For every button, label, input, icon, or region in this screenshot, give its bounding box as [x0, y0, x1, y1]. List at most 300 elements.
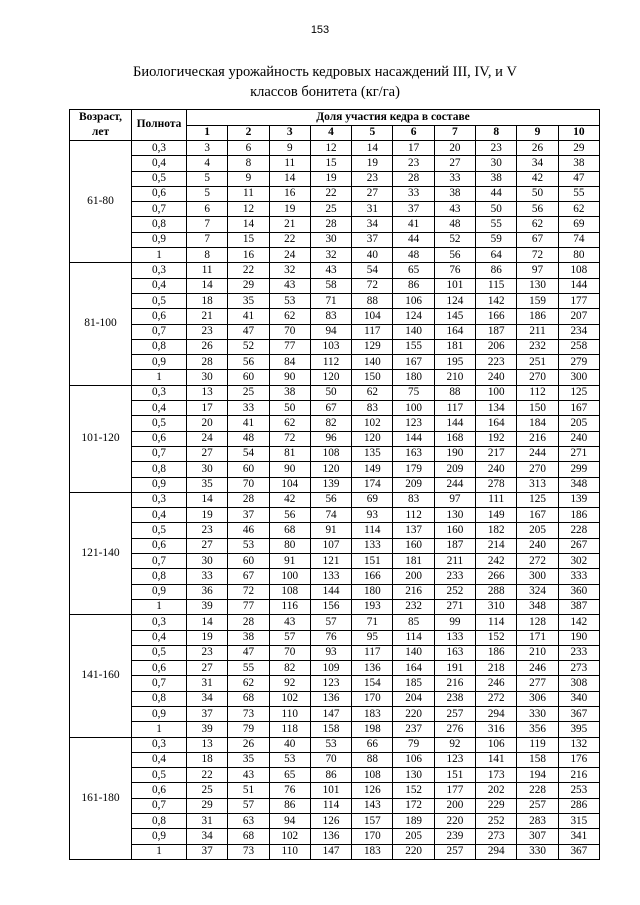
density-cell: 0,6 — [132, 431, 187, 446]
yield-value-cell: 25 — [228, 385, 269, 400]
yield-value-cell: 367 — [558, 844, 599, 859]
yield-value-cell: 77 — [228, 599, 269, 614]
yield-value-cell: 27 — [434, 156, 475, 171]
yield-value-cell: 19 — [310, 171, 351, 186]
yield-value-cell: 38 — [558, 156, 599, 171]
yield-value-cell: 48 — [393, 248, 434, 263]
yield-value-cell: 277 — [517, 676, 558, 691]
yield-value-cell: 46 — [228, 523, 269, 538]
yield-value-cell: 5 — [187, 186, 228, 201]
table-row — [70, 645, 600, 660]
yield-value-cell: 191 — [434, 661, 475, 676]
yield-value-cell: 31 — [187, 676, 228, 691]
yield-value-cell: 62 — [269, 416, 310, 431]
yield-value-cell: 30 — [310, 232, 351, 247]
yield-value-cell: 252 — [434, 584, 475, 599]
yield-value-cell: 170 — [352, 691, 393, 706]
table-row — [70, 768, 600, 783]
yield-value-cell: 41 — [228, 416, 269, 431]
share-column-9: 9 — [517, 126, 558, 141]
yield-value-cell: 141 — [476, 752, 517, 767]
density-cell: 0,4 — [132, 630, 187, 645]
yield-value-cell: 228 — [558, 523, 599, 538]
yield-value-cell: 25 — [187, 783, 228, 798]
yield-value-cell: 14 — [187, 492, 228, 507]
yield-value-cell: 64 — [476, 248, 517, 263]
yield-value-cell: 67 — [228, 569, 269, 584]
yield-value-cell: 7 — [187, 217, 228, 232]
yield-value-cell: 147 — [310, 706, 351, 721]
yield-value-cell: 142 — [558, 615, 599, 630]
yield-value-cell: 193 — [352, 599, 393, 614]
yield-value-cell: 53 — [228, 538, 269, 553]
yield-value-cell: 157 — [352, 814, 393, 829]
table-row — [70, 171, 600, 186]
yield-value-cell: 8 — [187, 248, 228, 263]
yield-value-cell: 308 — [558, 676, 599, 691]
table-row — [70, 829, 600, 844]
yield-value-cell: 73 — [228, 706, 269, 721]
table-row — [70, 691, 600, 706]
yield-value-cell: 134 — [476, 401, 517, 416]
yield-value-cell: 3 — [187, 141, 228, 156]
table-row — [70, 278, 600, 293]
yield-value-cell: 340 — [558, 691, 599, 706]
yield-value-cell: 102 — [269, 829, 310, 844]
yield-value-cell: 58 — [310, 278, 351, 293]
yield-value-cell: 41 — [228, 309, 269, 324]
yield-value-cell: 94 — [310, 324, 351, 339]
table-row — [70, 706, 600, 721]
yield-value-cell: 50 — [517, 186, 558, 201]
yield-value-cell: 13 — [187, 737, 228, 752]
yield-value-cell: 135 — [352, 446, 393, 461]
density-cell: 0,8 — [132, 339, 187, 354]
yield-value-cell: 23 — [352, 171, 393, 186]
yield-value-cell: 52 — [228, 339, 269, 354]
yield-value-cell: 330 — [517, 706, 558, 721]
yield-value-cell: 7 — [187, 232, 228, 247]
yield-value-cell: 108 — [558, 263, 599, 278]
yield-value-cell: 184 — [517, 416, 558, 431]
yield-value-cell: 167 — [558, 401, 599, 416]
yield-value-cell: 55 — [476, 217, 517, 232]
yield-value-cell: 272 — [476, 691, 517, 706]
yield-value-cell: 23 — [187, 324, 228, 339]
yield-value-cell: 80 — [558, 248, 599, 263]
yield-value-cell: 53 — [269, 293, 310, 308]
yield-value-cell: 55 — [228, 661, 269, 676]
yield-value-cell: 92 — [434, 737, 475, 752]
yield-value-cell: 120 — [352, 431, 393, 446]
yield-value-cell: 27 — [352, 186, 393, 201]
yield-value-cell: 160 — [434, 523, 475, 538]
yield-value-cell: 95 — [352, 630, 393, 645]
yield-value-cell: 57 — [269, 630, 310, 645]
yield-value-cell: 72 — [517, 248, 558, 263]
yield-value-cell: 47 — [558, 171, 599, 186]
density-cell: 0,7 — [132, 446, 187, 461]
table-row — [70, 324, 600, 339]
density-cell: 0,8 — [132, 814, 187, 829]
age-column-header — [70, 110, 132, 141]
yield-value-cell: 124 — [434, 293, 475, 308]
yield-value-cell: 23 — [393, 156, 434, 171]
yield-value-cell: 9 — [228, 171, 269, 186]
yield-value-cell: 166 — [476, 309, 517, 324]
yield-value-cell: 125 — [517, 492, 558, 507]
yield-value-cell: 43 — [269, 278, 310, 293]
density-cell: 0,6 — [132, 783, 187, 798]
yield-value-cell: 17 — [187, 401, 228, 416]
yield-value-cell: 251 — [517, 355, 558, 370]
age-group-cell: 161-180 — [70, 737, 132, 859]
yield-value-cell: 140 — [393, 645, 434, 660]
yield-value-cell: 14 — [228, 217, 269, 232]
yield-value-cell: 111 — [476, 492, 517, 507]
yield-value-cell: 79 — [393, 737, 434, 752]
density-cell: 0,3 — [132, 737, 187, 752]
table-row — [70, 783, 600, 798]
yield-value-cell: 37 — [393, 202, 434, 217]
density-cell: 0,8 — [132, 462, 187, 477]
table-row — [70, 370, 600, 385]
yield-value-cell: 22 — [310, 186, 351, 201]
yield-value-cell: 68 — [228, 691, 269, 706]
yield-value-cell: 106 — [393, 752, 434, 767]
yield-value-cell: 34 — [352, 217, 393, 232]
age-group-cell: 121-140 — [70, 492, 132, 614]
yield-value-cell: 18 — [187, 752, 228, 767]
yield-value-cell: 164 — [434, 324, 475, 339]
yield-value-cell: 150 — [517, 401, 558, 416]
yield-value-cell: 74 — [558, 232, 599, 247]
density-cell: 0,5 — [132, 645, 187, 660]
yield-value-cell: 108 — [269, 584, 310, 599]
yield-value-cell: 31 — [352, 202, 393, 217]
yield-value-cell: 302 — [558, 554, 599, 569]
yield-value-cell: 271 — [434, 599, 475, 614]
yield-value-cell: 71 — [352, 615, 393, 630]
age-group-cell: 101-120 — [70, 385, 132, 492]
yield-value-cell: 123 — [310, 676, 351, 691]
yield-value-cell: 209 — [434, 462, 475, 477]
yield-value-cell: 82 — [269, 661, 310, 676]
table-row — [70, 186, 600, 201]
yield-value-cell: 71 — [310, 293, 351, 308]
yield-value-cell: 168 — [434, 431, 475, 446]
yield-value-cell: 109 — [310, 661, 351, 676]
yield-value-cell: 30 — [187, 554, 228, 569]
density-cell: 1 — [132, 248, 187, 263]
yield-value-cell: 126 — [352, 783, 393, 798]
yield-value-cell: 28 — [187, 355, 228, 370]
yield-value-cell: 126 — [310, 814, 351, 829]
yield-value-cell: 81 — [269, 446, 310, 461]
yield-value-cell: 240 — [476, 370, 517, 385]
yield-value-cell: 5 — [187, 171, 228, 186]
table-row — [70, 661, 600, 676]
age-group-cell: 141-160 — [70, 615, 132, 737]
yield-value-cell: 151 — [434, 768, 475, 783]
yield-value-cell: 216 — [558, 768, 599, 783]
title-line-1: Биологическая урожайность кедровых насаждений III, IV, и V — [133, 64, 517, 80]
yield-value-cell: 19 — [352, 156, 393, 171]
yield-value-cell: 72 — [352, 278, 393, 293]
yield-value-cell: 186 — [476, 645, 517, 660]
density-cell: 0,3 — [132, 492, 187, 507]
table-row — [70, 309, 600, 324]
yield-value-cell: 166 — [352, 569, 393, 584]
table-row — [70, 248, 600, 263]
yield-value-cell: 216 — [517, 431, 558, 446]
yield-value-cell: 360 — [558, 584, 599, 599]
yield-value-cell: 101 — [310, 783, 351, 798]
yield-value-cell: 32 — [310, 248, 351, 263]
age-group-cell: 81-100 — [70, 263, 132, 385]
yield-value-cell: 8 — [228, 156, 269, 171]
yield-value-cell: 88 — [352, 752, 393, 767]
yield-value-cell: 306 — [517, 691, 558, 706]
yield-value-cell: 56 — [434, 248, 475, 263]
density-cell: 0,7 — [132, 798, 187, 813]
density-cell: 0,9 — [132, 232, 187, 247]
yield-value-cell: 239 — [434, 829, 475, 844]
yield-value-cell: 120 — [310, 462, 351, 477]
yield-value-cell: 39 — [187, 722, 228, 737]
yield-value-cell: 114 — [352, 523, 393, 538]
table-row — [70, 446, 600, 461]
table-row — [70, 141, 600, 156]
yield-value-cell: 183 — [352, 844, 393, 859]
yield-value-cell: 27 — [187, 661, 228, 676]
yield-value-cell: 132 — [558, 737, 599, 752]
yield-value-cell: 232 — [393, 599, 434, 614]
density-cell: 0,3 — [132, 141, 187, 156]
yield-value-cell: 276 — [434, 722, 475, 737]
yield-value-cell: 125 — [558, 385, 599, 400]
yield-value-cell: 51 — [228, 783, 269, 798]
yield-value-cell: 152 — [393, 783, 434, 798]
yield-value-cell: 136 — [310, 691, 351, 706]
yield-value-cell: 173 — [476, 768, 517, 783]
yield-value-cell: 30 — [476, 156, 517, 171]
yield-value-cell: 187 — [476, 324, 517, 339]
yield-value-cell: 176 — [558, 752, 599, 767]
yield-value-cell: 119 — [517, 737, 558, 752]
yield-value-cell: 33 — [434, 171, 475, 186]
yield-value-cell: 28 — [228, 492, 269, 507]
yield-value-cell: 139 — [558, 492, 599, 507]
yield-value-cell: 179 — [393, 462, 434, 477]
yield-value-cell: 65 — [269, 768, 310, 783]
yield-value-cell: 77 — [269, 339, 310, 354]
yield-value-cell: 130 — [517, 278, 558, 293]
yield-value-cell: 37 — [228, 508, 269, 523]
yield-value-cell: 83 — [352, 401, 393, 416]
yield-value-cell: 50 — [269, 401, 310, 416]
yield-value-cell: 218 — [476, 661, 517, 676]
yield-value-cell: 93 — [352, 508, 393, 523]
yield-value-cell: 20 — [187, 416, 228, 431]
yield-value-cell: 73 — [228, 844, 269, 859]
yield-value-cell: 88 — [352, 293, 393, 308]
yield-value-cell: 67 — [310, 401, 351, 416]
yield-value-cell: 244 — [434, 477, 475, 492]
yield-value-cell: 206 — [476, 339, 517, 354]
yield-value-cell: 55 — [558, 186, 599, 201]
yield-value-cell: 33 — [393, 186, 434, 201]
yield-value-cell: 211 — [434, 554, 475, 569]
yield-value-cell: 85 — [393, 615, 434, 630]
yield-value-cell: 28 — [228, 615, 269, 630]
yield-value-cell: 57 — [228, 798, 269, 813]
yield-value-cell: 40 — [352, 248, 393, 263]
yield-value-cell: 108 — [352, 768, 393, 783]
yield-value-cell: 244 — [517, 446, 558, 461]
yield-value-cell: 18 — [187, 293, 228, 308]
yield-value-cell: 300 — [517, 569, 558, 584]
yield-value-cell: 83 — [393, 492, 434, 507]
yield-value-cell: 91 — [269, 554, 310, 569]
yield-value-cell: 133 — [352, 538, 393, 553]
yield-value-cell: 283 — [517, 814, 558, 829]
yield-value-cell: 348 — [517, 599, 558, 614]
yield-value-cell: 15 — [310, 156, 351, 171]
yield-value-cell: 190 — [558, 630, 599, 645]
yield-value-cell: 341 — [558, 829, 599, 844]
yield-value-cell: 228 — [517, 783, 558, 798]
yield-value-cell: 220 — [393, 706, 434, 721]
yield-value-cell: 270 — [517, 462, 558, 477]
share-column-header: Доля участия кедра в составе — [187, 110, 600, 126]
yield-value-cell: 63 — [228, 814, 269, 829]
yield-value-cell: 93 — [310, 645, 351, 660]
yield-value-cell: 181 — [434, 339, 475, 354]
density-cell: 0,8 — [132, 691, 187, 706]
yield-value-cell: 216 — [434, 676, 475, 691]
yield-value-cell: 23 — [187, 523, 228, 538]
yield-value-cell: 286 — [558, 798, 599, 813]
yield-value-cell: 19 — [187, 508, 228, 523]
yield-value-cell: 112 — [393, 508, 434, 523]
yield-value-cell: 137 — [393, 523, 434, 538]
yield-value-cell: 14 — [269, 171, 310, 186]
share-column-3: 3 — [269, 126, 310, 141]
share-column-10: 10 — [558, 126, 599, 141]
yield-value-cell: 164 — [393, 661, 434, 676]
yield-value-cell: 114 — [393, 630, 434, 645]
yield-value-cell: 144 — [434, 416, 475, 431]
yield-value-cell: 11 — [269, 156, 310, 171]
yield-value-cell: 223 — [476, 355, 517, 370]
density-cell: 0,7 — [132, 554, 187, 569]
yield-value-cell: 104 — [269, 477, 310, 492]
yield-value-cell: 62 — [269, 309, 310, 324]
table-row — [70, 722, 600, 737]
yield-value-cell: 150 — [352, 370, 393, 385]
yield-value-cell: 96 — [310, 431, 351, 446]
density-cell: 0,4 — [132, 508, 187, 523]
yield-value-cell: 181 — [393, 554, 434, 569]
yield-value-cell: 158 — [517, 752, 558, 767]
yield-value-cell: 28 — [310, 217, 351, 232]
yield-value-cell: 67 — [517, 232, 558, 247]
yield-value-cell: 177 — [558, 293, 599, 308]
share-column-5: 5 — [352, 126, 393, 141]
yield-value-cell: 315 — [558, 814, 599, 829]
yield-value-cell: 167 — [517, 508, 558, 523]
yield-value-cell: 16 — [228, 248, 269, 263]
yield-value-cell: 294 — [476, 706, 517, 721]
yield-value-cell: 186 — [558, 508, 599, 523]
yield-value-cell: 163 — [434, 645, 475, 660]
yield-value-cell: 240 — [476, 462, 517, 477]
yield-value-cell: 94 — [269, 814, 310, 829]
yield-value-cell: 217 — [476, 446, 517, 461]
yield-value-cell: 149 — [476, 508, 517, 523]
yield-value-cell: 42 — [269, 492, 310, 507]
yield-value-cell: 200 — [434, 798, 475, 813]
yield-value-cell: 110 — [269, 844, 310, 859]
yield-value-cell: 76 — [310, 630, 351, 645]
density-cell: 0,9 — [132, 706, 187, 721]
yield-value-cell: 92 — [269, 676, 310, 691]
yield-value-cell: 167 — [393, 355, 434, 370]
yield-value-cell: 171 — [517, 630, 558, 645]
yield-value-cell: 9 — [269, 141, 310, 156]
yield-value-cell: 118 — [269, 722, 310, 737]
yield-value-cell: 220 — [393, 844, 434, 859]
density-cell: 0,5 — [132, 171, 187, 186]
yield-value-cell: 35 — [187, 477, 228, 492]
yield-value-cell: 267 — [558, 538, 599, 553]
yield-value-cell: 83 — [310, 309, 351, 324]
yield-value-cell: 26 — [187, 339, 228, 354]
yield-value-cell: 108 — [310, 446, 351, 461]
yield-value-cell: 104 — [352, 309, 393, 324]
yield-value-cell: 180 — [352, 584, 393, 599]
yield-value-cell: 42 — [517, 171, 558, 186]
density-column-header: Полнота — [132, 110, 187, 141]
yield-value-cell: 154 — [352, 676, 393, 691]
yield-value-cell: 214 — [476, 538, 517, 553]
yield-value-cell: 69 — [558, 217, 599, 232]
yield-value-cell: 76 — [269, 783, 310, 798]
density-cell: 0,4 — [132, 156, 187, 171]
yield-value-cell: 198 — [352, 722, 393, 737]
yield-value-cell: 34 — [517, 156, 558, 171]
yield-value-cell: 86 — [393, 278, 434, 293]
yield-value-cell: 37 — [352, 232, 393, 247]
yield-value-cell: 16 — [269, 186, 310, 201]
density-cell: 0,9 — [132, 829, 187, 844]
yield-value-cell: 117 — [352, 324, 393, 339]
yield-value-cell: 257 — [517, 798, 558, 813]
page-number: 153 — [310, 24, 330, 36]
share-column-8: 8 — [476, 126, 517, 141]
yield-value-cell: 100 — [269, 569, 310, 584]
yield-value-cell: 114 — [476, 615, 517, 630]
yield-value-cell: 33 — [228, 401, 269, 416]
yield-value-cell: 57 — [310, 615, 351, 630]
yield-value-cell: 240 — [517, 538, 558, 553]
yield-value-cell: 117 — [434, 401, 475, 416]
age-header-line2: лет — [91, 126, 110, 138]
yield-value-cell: 41 — [393, 217, 434, 232]
yield-value-cell: 101 — [434, 278, 475, 293]
yield-value-cell: 330 — [517, 844, 558, 859]
